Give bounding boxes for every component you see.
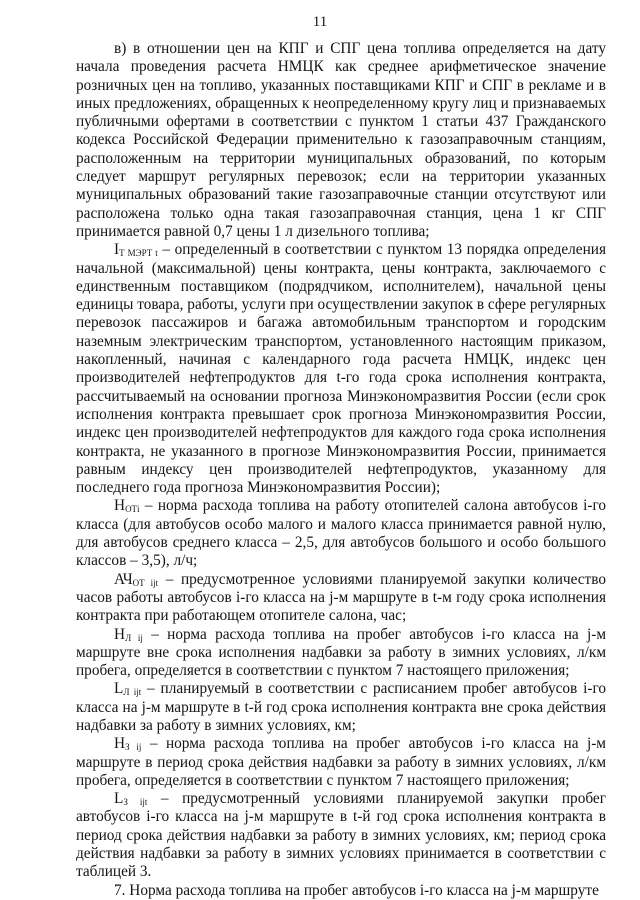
paragraph-summer-mileage xyxy=(76,680,606,735)
symbol-index: I xyxy=(114,241,120,259)
paragraph-heater-hours xyxy=(76,571,606,626)
symbol-summer-mileage: L xyxy=(114,680,124,698)
paragraph-kpg-spg-price: в) в отношении цен на КПГ и СПГ цена топлива определяется на дату начала проведения расчета НМЦК как среднее арифметическое значение розничных цен на топливо, указанных поставщиками КПГ и СПГ в рекламе и в иных предложениях, обращенных к неопределенному кругу лиц и признаваемых публичными офертами в соответствии с пунктом 1 статьи 437 Гражданского кодекса Российской Федерации применительно к газозаправочным станциям, расположенным на территории муниципальных образований, по которым следует маршрут регулярных перевозок; если на территории указанных муниципальных образований такие газозаправочные станции отсутствуют или расположена только одна такая газозаправочная станция, цена 1 кг СПГ принимается равной 0,7 цены 1 л дизельного топлива; xyxy=(76,40,606,240)
symbol-winter-mileage-subscript: З ijt xyxy=(123,797,148,808)
paragraph-text: – норма расхода топлива на работу отопителей салона автобусов i-го класса (для автобусов особо малого и малого класса принимается равной нулю, для автобусов среднего класса – 2,5, для автобусов большого и особо большого классов – 3,5), л/ч; xyxy=(76,497,606,570)
symbol-winter-norm: Н xyxy=(114,735,126,753)
paragraph-text: – норма расхода топлива на пробег автобусов i-го класса на j-м маршруте вне срока исполнения надбавки за работу в зимних условиях, л/км пробега, определяется в соответствии с пунктом 7 настоящего приложения; xyxy=(76,625,606,680)
paragraph-text: – норма расхода топлива на пробег автобусов i-го класса на j-м маршруте в период срока действия надбавки за работу в зимних условиях, л/км пробега, определяется в соответствии с пунктом 7 настоящего приложения; xyxy=(76,735,606,789)
page-number: 11 xyxy=(312,14,328,30)
paragraph-heater-norm xyxy=(76,497,606,570)
paragraph-text: – планируемый в соответствии с расписанием пробег автобусов i-го класса на j-м маршруте в t-й год срока исполнения контракта вне срока действия надбавки за работу в зимних условиях, км; xyxy=(76,680,606,734)
paragraph-text: – определенный в соответствии с пунктом 13 порядка определения начальной (максимальной) цены контракта, цены контракта, заключаемого с единственным поставщиком (подрядчиком, исполнителем), начальной цены единицы товара, работы, услуги при осуществлении закупок в сфере регулярных перевозок пассажиров и багажа автомобильным транспортом и городским наземным электрическим транспортом, установленного настоящим приказом, накопленный, начиная с календарного года расчета НМЦК, индекс цен производителей нефтепродуктов для t-го года срока исполнения контракта, рассчитываемый на основании прогноза Минэкономразвития России (если срок исполнения контракта превышает срок прогноза Минэкономразвития России, индекс цен производителей нефтепродуктов для каждого года срока исполнения контракта, не указанного в прогнозе Минэкономразвития России, принимается равным индексу цен производителей нефтепродуктов, указанному для последнего года прогноза Минэкономразвития России); xyxy=(76,241,607,497)
paragraph-text: – предусмотренное условиями планируемой закупки количество часов работы автобусов i-го класса на j-м маршруте в t-м году срока исполнения контракта при работающем отопителе салона, час; xyxy=(76,570,606,625)
symbol-heater-hours: АЧ xyxy=(114,570,133,588)
paragraph-index-definition xyxy=(76,241,606,497)
symbol-winter-norm-subscript: З ij xyxy=(125,742,142,753)
paragraph-winter-mileage xyxy=(76,790,606,881)
symbol-heater-norm-subscript: ОТi xyxy=(125,504,140,515)
symbol-winter-mileage: L xyxy=(114,790,124,808)
paragraph-winter-norm xyxy=(76,735,606,790)
paragraph-summer-norm xyxy=(76,626,606,681)
document-body xyxy=(76,40,606,900)
symbol-index-subscript: Т МЭРТ t xyxy=(119,248,158,259)
symbol-heater-hours-subscript: ОТ ijt xyxy=(132,577,159,588)
paragraph-text: – предусмотренный условиями планируемой закупки пробег автобусов i-го класса на j-м маршруте в t-й год срока исполнения контракта в период срока действия надбавки за работу в зимних условиях, км; период срока действия надбавки за работу в зимних условиях принимается в соответствии с таблицей 3. xyxy=(76,790,606,881)
paragraph-item-7: 7. Норма расхода топлива на пробег автобусов i-го класса на j-м маршруте xyxy=(114,881,599,899)
symbol-summer-norm-subscript: Л ij xyxy=(125,632,143,643)
symbol-summer-norm: Н xyxy=(114,625,126,643)
symbol-heater-norm: Н xyxy=(114,497,126,515)
symbol-summer-mileage-subscript: Л ijt xyxy=(123,687,142,698)
